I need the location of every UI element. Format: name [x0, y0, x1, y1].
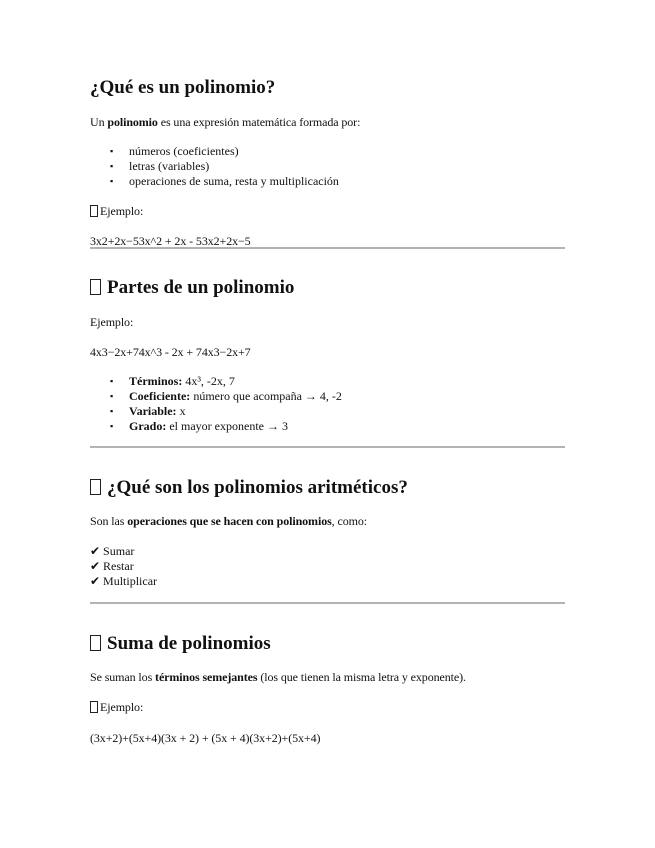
list-item [90, 389, 342, 404]
missing-glyph-icon [90, 205, 98, 217]
missing-glyph-icon [90, 479, 101, 495]
section-title-aritmeticos [90, 476, 408, 500]
example-label-text: Ejemplo: [100, 204, 144, 218]
term-desc: el mayor exponente → 3 [166, 419, 288, 433]
section-title-suma [90, 632, 271, 656]
term-desc: 4x³, -2x, 7 [182, 374, 235, 388]
list-item [90, 404, 342, 419]
list-item [90, 419, 342, 434]
check-item: ✔ Multiplicar [90, 574, 158, 588]
list-item: ▪ operaciones de suma, resta y multiplicación [90, 174, 339, 189]
term-desc: x [176, 404, 186, 418]
intro-bold: operaciones que se hacen con polinomios [127, 514, 332, 528]
list-item: ▪ números (coeficientes) [90, 144, 339, 159]
parts-list [90, 374, 342, 434]
intro-text: Son las [90, 514, 128, 528]
intro-bold: términos semejantes [155, 670, 258, 684]
missing-glyph-icon [90, 701, 98, 713]
missing-glyph-icon [90, 635, 101, 651]
intro-text: Un [90, 115, 108, 129]
example-formula: 4x3−2x+74x^3 - 2x + 74x3−2x+7 [90, 345, 251, 359]
term-desc: número que acompaña → 4, -2 [190, 389, 342, 403]
term-label: Términos: [129, 374, 183, 388]
example-label-text: Ejemplo: [100, 700, 144, 714]
intro-text: es una expresión matemática formada por: [157, 115, 361, 129]
check-item: ✔ Restar [90, 559, 134, 573]
intro-paragraph [90, 514, 367, 529]
term-label: Coeficiente: [129, 389, 191, 403]
intro-bold: polinomio [107, 115, 158, 129]
example-label [90, 204, 143, 219]
section-title-text: Partes de un polinomio [107, 277, 295, 298]
example-formula: (3x+2)+(5x+4)(3x + 2) + (5x + 4)(3x+2)+(5x+4) [90, 731, 321, 745]
components-list [90, 144, 339, 189]
example-label [90, 700, 143, 715]
section-title-que-es [90, 76, 275, 100]
section-title-text: Suma de polinomios [107, 633, 271, 654]
intro-text: , como: [331, 514, 367, 528]
list-item: ▪ letras (variables) [90, 159, 339, 174]
check-item: ✔ Sumar [90, 544, 135, 558]
term-label: Grado: [129, 419, 167, 433]
intro-text: Se suman los [90, 670, 156, 684]
section-title-text: ¿Qué son los polinomios aritméticos? [107, 477, 408, 498]
section-divider [90, 602, 565, 604]
intro-text: (los que tienen la misma letra y exponente). [257, 670, 466, 684]
missing-glyph-icon [90, 279, 101, 295]
example-label: Ejemplo: [90, 315, 134, 329]
section-title-text: ¿Qué es un polinomio? [90, 77, 276, 98]
section-divider [90, 247, 565, 249]
section-title-partes [90, 276, 294, 300]
list-item [90, 374, 342, 389]
example-formula: 3x2+2x−53x^2 + 2x - 53x2+2x−5 [90, 234, 251, 248]
term-label: Variable: [129, 404, 177, 418]
intro-paragraph [90, 115, 360, 130]
operations-list [90, 544, 157, 589]
section-divider [90, 446, 565, 448]
intro-paragraph [90, 670, 466, 685]
